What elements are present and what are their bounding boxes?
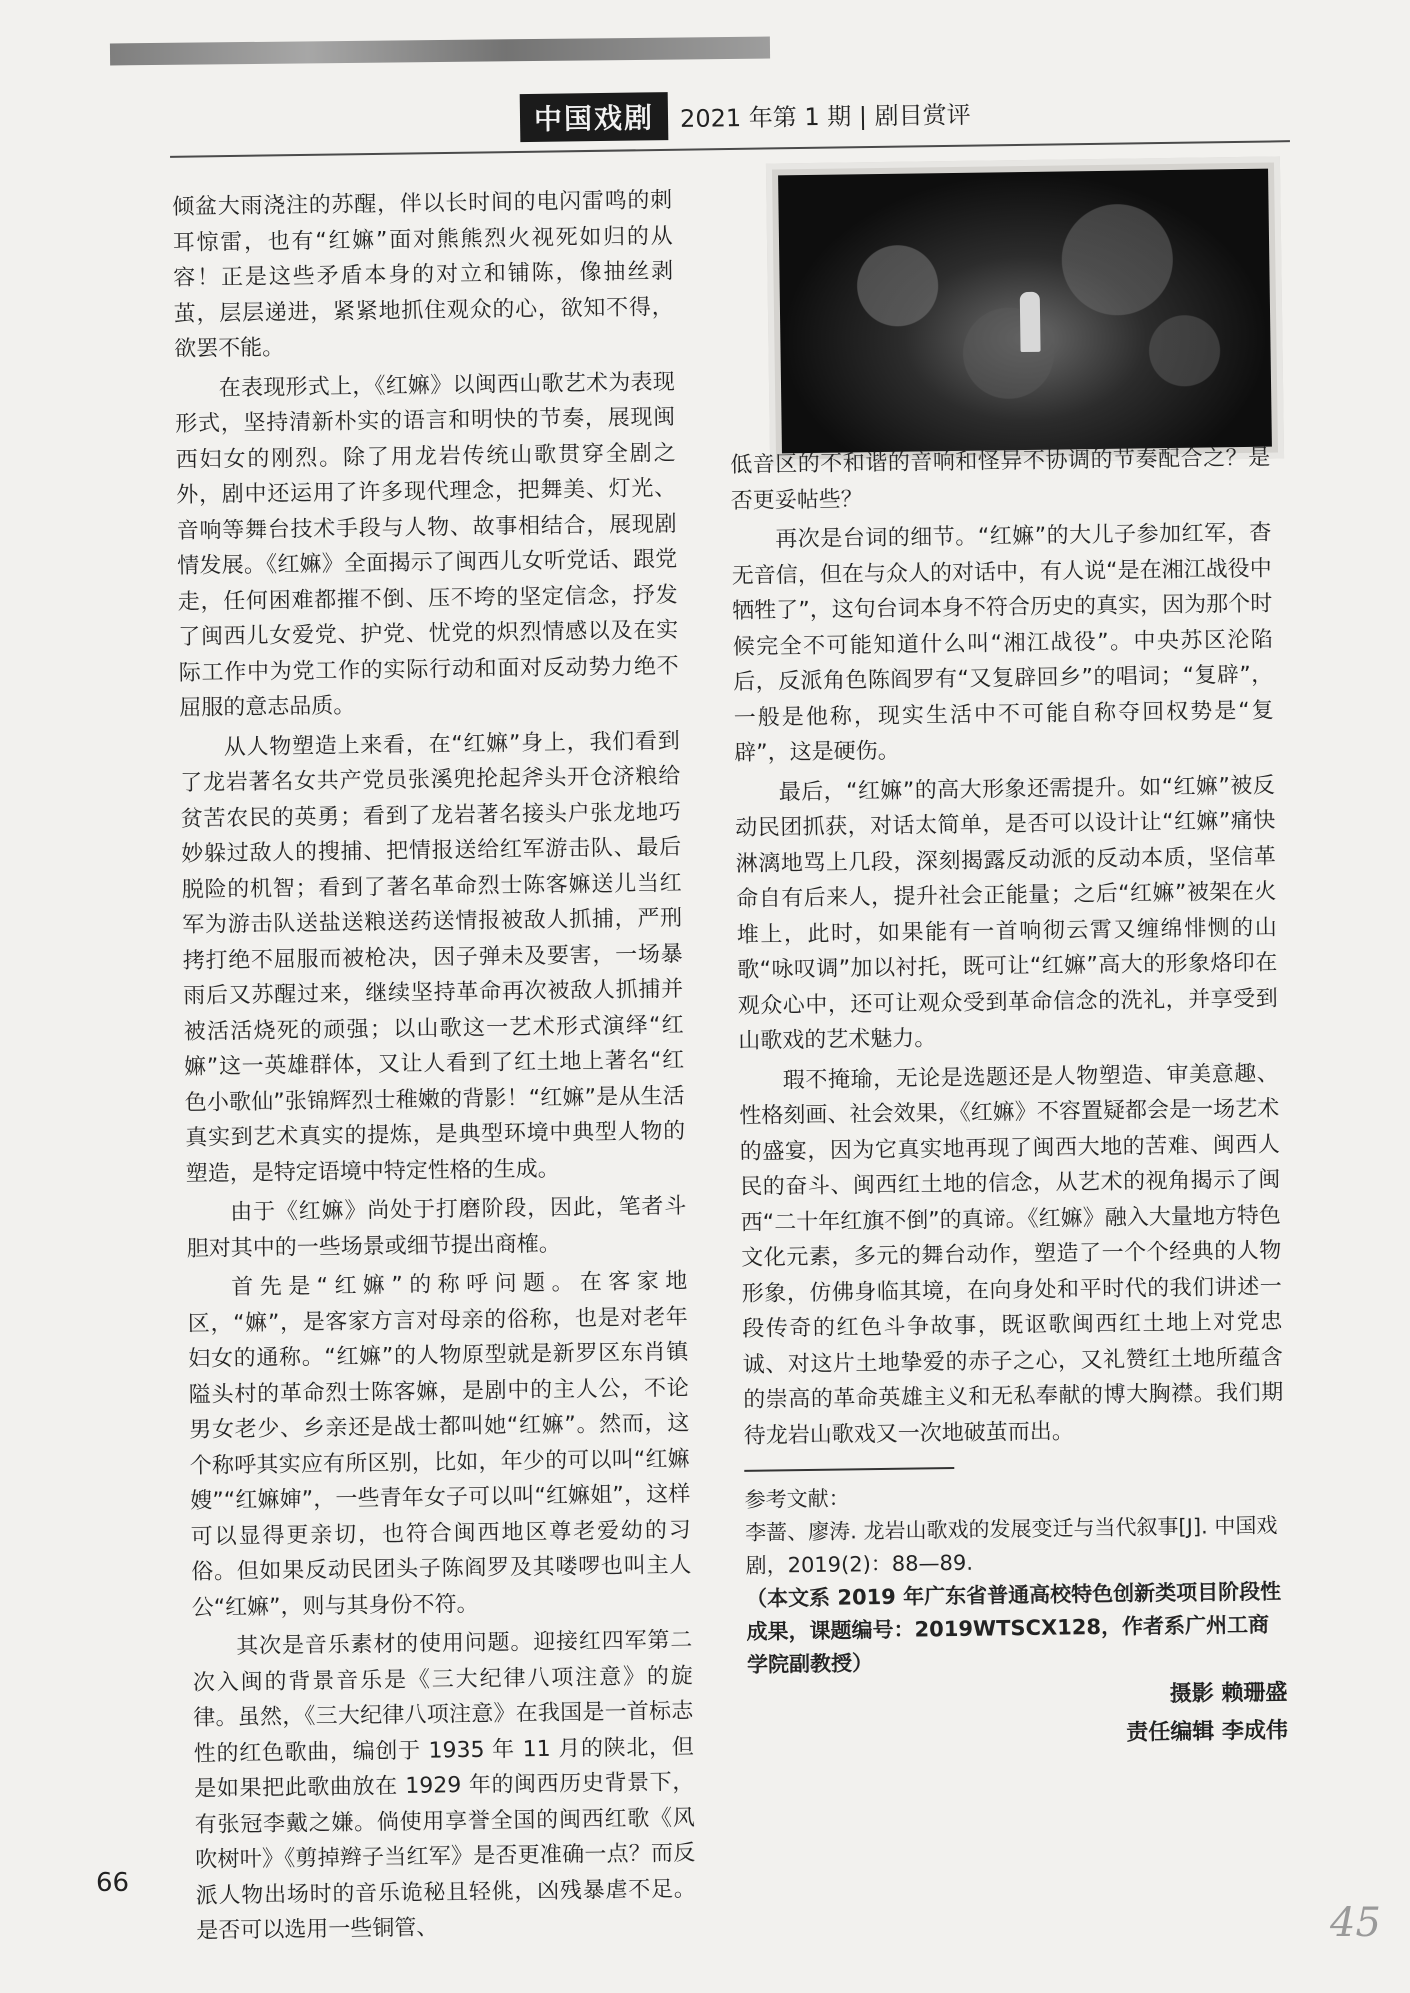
left-paragraph: 由于《红嫲》尚处于打磨阶段，因此，笔者斗胆对其中的一些场景或细节提出商榷。 — [186, 1193, 687, 1262]
left-paragraph: 从人物塑造上来看，在“红嫲”身上，我们看到了龙岩著名女共产党员张溪兜抡起斧头开仓济粮给贫苦农民的英勇；看到了龙岩著名接头户张龙地巧妙躲过敌人的搜捕、把情报送给红军游击队、最后脱险的机智；看到了著名革命烈士陈客嫲送儿当红军为游击队送盐送粮送药送情报被敌人抓捕，严刑拷打绝不屈服而被枪决，因子弹未及要害，一场暴雨后又苏醒过来，继续坚持革命再次被敌人抓捕并被活活烧死的顽强；以山歌这一艺术形式演绎“红嫲”这一英雄群体，又让人看到了红土地上著名“红色小歌仙”张锦辉烈士稚嫩的背影！“红嫲”是从生活真实到艺术真实的提炼，是典型环境中典型人物的塑造，是特定语境中特定性格的生成。 — [180, 728, 686, 1187]
photo-credit: 摄影 赖珊盛 — [1169, 1680, 1288, 1707]
editor-credit: 责任编辑 李成伟 — [1126, 1718, 1289, 1746]
magazine-logo: 中国戏剧 — [520, 92, 669, 142]
scan-edge-strip — [110, 37, 770, 66]
right-paragraph: 瑕不掩瑜，无论是选题还是人物塑造、审美意趣、性格刻画、社会效果，《红嫲》不容置疑都会是一场艺术的盛宴，因为它真实地再现了闽西大地的苦难、闽西人民的奋斗、闽西红土地的信念，从艺术的视角揭示了闽西“二十年红旗不倒”的真谛。《红嫲》融入大量地方特色文化元素，多元的舞台动作，塑造了一个个经典的人物形象，仿佛身临其境，在向身处和平时代的我们讲述一段传奇的红色斗争故事，既讴歌闽西红土地上对党忠诚、对这片土地挚爱的赤子之心，又礼赞红土地所蕴含的崇高的革命英雄主义和无私奉献的博大胸襟。我们期待龙岩山歌戏又一次地破茧而出。 — [739, 1060, 1284, 1449]
left-paragraph: 倾盆大雨浇注的苏醒，伴以长时间的电闪雷鸣的刺耳惊雷，也有“红嫲”面对熊熊烈火视死如归的从容！正是这些矛盾本身的对立和铺陈，像抽丝剥茧，层层递进，紧紧地抓住观众的心，欲知不得，欲罢不能。 — [172, 188, 674, 362]
stage-photo — [766, 156, 1284, 465]
issue-info: 2021 年第 1 期 | 剧目赏评 — [679, 100, 971, 133]
right-paragraph: 再次是台词的细节。“红嫲”的大儿子参加红军，杳无音信，但在与众人的对话中，有人说“是在湘江战役中牺牲了”，这句台词本身不符合历史的真实，因为那个时候完全不可能知道什么叫“湘江战役”。中央苏区沦陷后，反派角色陈阎罗有“又复辟回乡”的唱词；“复辟”，一般是他称，现实生活中不可能自称夺回权势是“复辟”，这是硬伤。 — [731, 520, 1274, 766]
page-number: 66 — [96, 1868, 130, 1898]
reference-item: 李蔷、廖涛. 龙岩山歌戏的发展变迁与当代叙事[J]. 中国戏剧，2019(2)：88—89. — [744, 1513, 1278, 1578]
left-paragraph: 其次是音乐素材的使用问题。迎接红四军第二次入闽的背景音乐是《三大纪律八项注意》的旋律。虽然，《三大纪律八项注意》在我国是一首标志性的红色歌曲，编创于 1935 年 11 月的陕北，但是如果把此歌曲放在 1929 年的闽西历史背景下，有张冠李戴之嫌。倘使用享誉全国的闽西红歌《风吹树叶》《剪掉辫子当红军》是否更准确一点？而反派人物出场时的音乐诡秘且轻佻，凶残暴虐不足。是否可以选用一些铜管、 — [192, 1627, 696, 1944]
left-paragraph: 在表现形式上，《红嫲》以闽西山歌艺术为表现形式，坚持清新朴实的语言和明快的节奏，展现闽西妇女的刚烈。除了用龙岩传统山歌贯穿全剧之外，剧中还运用了许多现代理念，把舞美、灯光、音响等舞台技术手段与人物、故事相结合，展现剧情发展。《红嫲》全面揭示了闽西儿女听党话、跟党走，任何困难都摧不倒、压不垮的坚定信念，抒发了闽西儿女爱党、护党、忧党的炽烈情感以及在实际工作中为党工作的实际行动和面对反动势力绝不屈服的意志品质。 — [175, 369, 679, 721]
right-column — [730, 440, 1288, 1757]
right-paragraph: 低音区的不和谐的音响和怪异不协调的节奏配合之？是否更妥帖些？ — [730, 445, 1271, 514]
left-column — [172, 183, 697, 1953]
references-label: 参考文献： — [744, 1486, 850, 1512]
stage-performer-figure — [1020, 292, 1041, 352]
header-rule — [170, 140, 1290, 158]
page-header — [520, 89, 971, 141]
left-paragraph: 首先是“红嫲”的称呼问题。在客家地区，“嫲”，是客家方言对母亲的俗称，也是对老年妇女的通称。“红嫲”的人物原型就是新罗区东肖镇隘头村的革命烈士陈客嫲，是剧中的主人公，不论男女老少、乡亲还是战士都叫她“红嫲”。然而，这个称呼其实应有所区别，比如，年少的可以叫“红嫲嫂”“红嫲婶”，一些青年女子可以叫“红嫲姐”，这样可以显得更亲切，也符合闽西地区尊老爱幼的习俗。但如果反动民团头子陈阎罗及其喽啰也叫主人公“红嫲”，则与其身份不符。 — [187, 1268, 692, 1621]
stage-photo-image — [778, 169, 1272, 454]
references-divider — [744, 1467, 954, 1472]
right-paragraph: 最后，“红嫲”的高大形象还需提升。如“红嫲”被反动民团抓获，对话太简单，是否可以设计让“红嫲”痛快淋漓地骂上几段，深刻揭露反动派的反动本质，坚信革命自有后来人，提升社会正能量；之后“红嫲”被架在火堆上，此时，如果能有一首响彻云霄又缠绵悱恻的山歌“咏叹调”加以衬托，既可让“红嫲”高大的形象烙印在观众心中，还可让观众受到革命信念的洗礼，并享受到山歌戏的艺术魅力。 — [735, 772, 1278, 1054]
handwritten-mark: 45 — [1330, 1900, 1381, 1946]
author-note: （本文系 2019 年广东省普通高校特色创新类项目阶段性成果，课题编号：2019WTSCX128，作者系广州工商学院副教授） — [745, 1579, 1282, 1677]
